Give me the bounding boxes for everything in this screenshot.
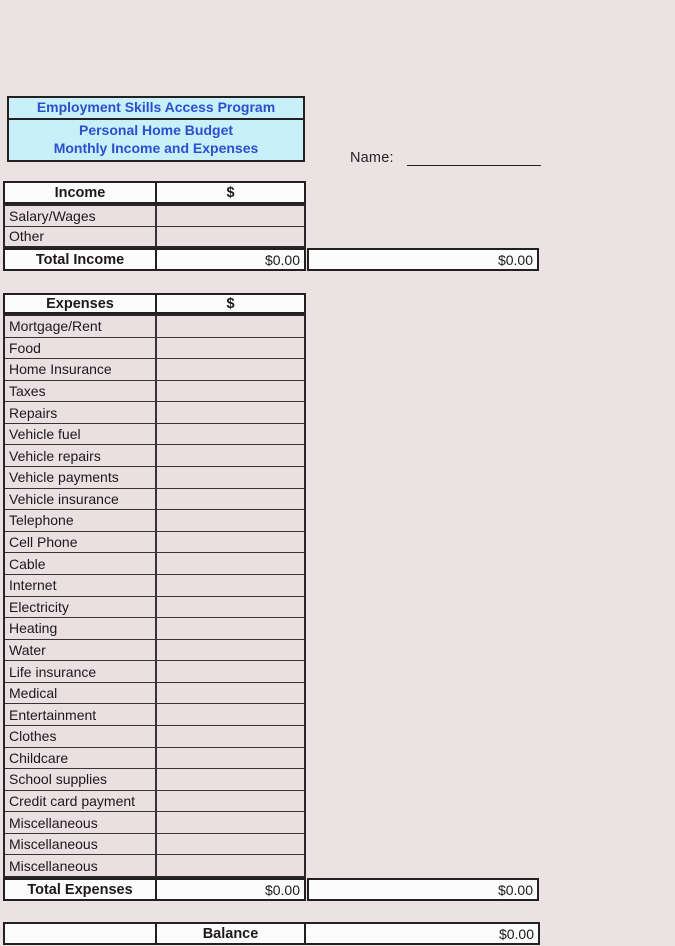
balance-empty-cell bbox=[5, 924, 157, 943]
expense-amount-cell[interactable] bbox=[157, 402, 304, 423]
expense-label-cell: Taxes bbox=[5, 381, 157, 402]
expense-row bbox=[5, 855, 304, 876]
expenses-total-row bbox=[3, 878, 306, 901]
income-amount-cell[interactable] bbox=[157, 227, 304, 247]
name-input-line[interactable] bbox=[407, 152, 541, 166]
expense-row bbox=[5, 618, 304, 640]
expense-amount-cell[interactable] bbox=[157, 510, 304, 531]
balance-label: Balance bbox=[157, 924, 306, 943]
expense-row bbox=[5, 769, 304, 791]
expense-row bbox=[5, 402, 304, 424]
expense-row bbox=[5, 316, 304, 338]
expenses-side-total-cell: $0.00 bbox=[307, 878, 539, 901]
expense-row bbox=[5, 489, 304, 511]
expense-label-cell: Food bbox=[5, 338, 157, 359]
expense-amount-cell[interactable] bbox=[157, 575, 304, 596]
expense-row bbox=[5, 532, 304, 554]
expense-label-cell: Home Insurance bbox=[5, 359, 157, 380]
expense-label-cell: School supplies bbox=[5, 769, 157, 790]
expense-amount-cell[interactable] bbox=[157, 855, 304, 876]
expense-row bbox=[5, 445, 304, 467]
expenses-header-label: Expenses bbox=[5, 295, 157, 312]
expense-label-cell: Vehicle payments bbox=[5, 467, 157, 488]
income-total-value: $0.00 bbox=[264, 251, 300, 268]
expense-label-cell: Entertainment bbox=[5, 704, 157, 725]
expenses-rows bbox=[3, 314, 306, 878]
expense-label-cell: Clothes bbox=[5, 726, 157, 747]
title-row-subtitle bbox=[9, 120, 303, 160]
expense-amount-cell[interactable] bbox=[157, 748, 304, 769]
income-amount-cell[interactable] bbox=[157, 206, 304, 226]
expense-row bbox=[5, 748, 304, 770]
expense-amount-cell[interactable] bbox=[157, 316, 304, 337]
expenses-header-row bbox=[3, 293, 306, 314]
expense-label-cell: Heating bbox=[5, 618, 157, 639]
expense-row bbox=[5, 338, 304, 360]
name-label: Name: bbox=[350, 150, 394, 166]
title-box bbox=[7, 96, 305, 162]
expense-amount-cell[interactable] bbox=[157, 683, 304, 704]
expense-amount-cell[interactable] bbox=[157, 445, 304, 466]
expense-amount-cell[interactable] bbox=[157, 381, 304, 402]
expense-row bbox=[5, 704, 304, 726]
expense-row bbox=[5, 812, 304, 834]
expense-amount-cell[interactable] bbox=[157, 812, 304, 833]
expense-label-cell: Credit card payment bbox=[5, 791, 157, 812]
income-header-amount: $ bbox=[226, 184, 235, 201]
expenses-header-amount: $ bbox=[226, 295, 235, 312]
expense-row bbox=[5, 575, 304, 597]
expense-amount-cell[interactable] bbox=[157, 553, 304, 574]
document-subtitle: Monthly Income and Expenses bbox=[53, 140, 259, 157]
expense-amount-cell[interactable] bbox=[157, 338, 304, 359]
expense-amount-cell[interactable] bbox=[157, 726, 304, 747]
expense-amount-cell[interactable] bbox=[157, 359, 304, 380]
expenses-total-label: Total Expenses bbox=[5, 880, 157, 899]
expense-amount-cell[interactable] bbox=[157, 424, 304, 445]
program-title: Employment Skills Access Program bbox=[36, 99, 276, 116]
expense-label-cell: Telephone bbox=[5, 510, 157, 531]
expense-amount-cell[interactable] bbox=[157, 489, 304, 510]
expense-row bbox=[5, 726, 304, 748]
expense-row bbox=[5, 359, 304, 381]
income-side-total-cell: $0.00 bbox=[307, 248, 539, 271]
expense-label-cell: Mortgage/Rent bbox=[5, 316, 157, 337]
expense-label-cell: Miscellaneous bbox=[5, 812, 157, 833]
expense-amount-cell[interactable] bbox=[157, 791, 304, 812]
expense-label-cell: Vehicle insurance bbox=[5, 489, 157, 510]
balance-value: $0.00 bbox=[498, 925, 534, 942]
expense-label-cell: Repairs bbox=[5, 402, 157, 423]
expense-row bbox=[5, 467, 304, 489]
income-row bbox=[5, 227, 304, 247]
expense-row bbox=[5, 683, 304, 705]
expense-label-cell: Miscellaneous bbox=[5, 855, 157, 876]
expense-amount-cell[interactable] bbox=[157, 769, 304, 790]
expense-label-cell: Electricity bbox=[5, 597, 157, 618]
expense-label-cell: Vehicle fuel bbox=[5, 424, 157, 445]
expense-label-cell: Life insurance bbox=[5, 661, 157, 682]
expense-label-cell: Medical bbox=[5, 683, 157, 704]
income-header-row bbox=[3, 181, 306, 204]
expense-label-cell: Cable bbox=[5, 553, 157, 574]
expense-row bbox=[5, 381, 304, 403]
income-total-row bbox=[3, 248, 306, 271]
expense-label-cell: Miscellaneous bbox=[5, 834, 157, 855]
expense-amount-cell[interactable] bbox=[157, 661, 304, 682]
expense-row bbox=[5, 640, 304, 662]
expense-amount-cell[interactable] bbox=[157, 618, 304, 639]
title-row-program bbox=[9, 98, 303, 120]
income-total-label: Total Income bbox=[5, 250, 157, 269]
expense-row bbox=[5, 661, 304, 683]
expense-amount-cell[interactable] bbox=[157, 834, 304, 855]
expense-row bbox=[5, 510, 304, 532]
expense-label-cell: Internet bbox=[5, 575, 157, 596]
expense-label-cell: Childcare bbox=[5, 748, 157, 769]
income-row bbox=[5, 206, 304, 227]
name-field bbox=[350, 144, 580, 166]
expense-label-cell: Cell Phone bbox=[5, 532, 157, 553]
expenses-total-value: $0.00 bbox=[264, 881, 300, 898]
expense-amount-cell[interactable] bbox=[157, 532, 304, 553]
expense-row bbox=[5, 791, 304, 813]
expense-row bbox=[5, 834, 304, 856]
expense-amount-cell[interactable] bbox=[157, 597, 304, 618]
expense-label-cell: Water bbox=[5, 640, 157, 661]
expense-amount-cell[interactable] bbox=[157, 704, 304, 725]
expense-row bbox=[5, 597, 304, 619]
income-header-label: Income bbox=[5, 183, 157, 202]
income-label-cell: Other bbox=[5, 227, 157, 247]
expense-amount-cell[interactable] bbox=[157, 640, 304, 661]
balance-row bbox=[3, 922, 540, 945]
expense-amount-cell[interactable] bbox=[157, 467, 304, 488]
income-label-cell: Salary/Wages bbox=[5, 206, 157, 226]
document-title: Personal Home Budget bbox=[78, 122, 234, 139]
expense-row bbox=[5, 553, 304, 575]
expense-row bbox=[5, 424, 304, 446]
expense-label-cell: Vehicle repairs bbox=[5, 445, 157, 466]
income-rows bbox=[3, 204, 306, 248]
